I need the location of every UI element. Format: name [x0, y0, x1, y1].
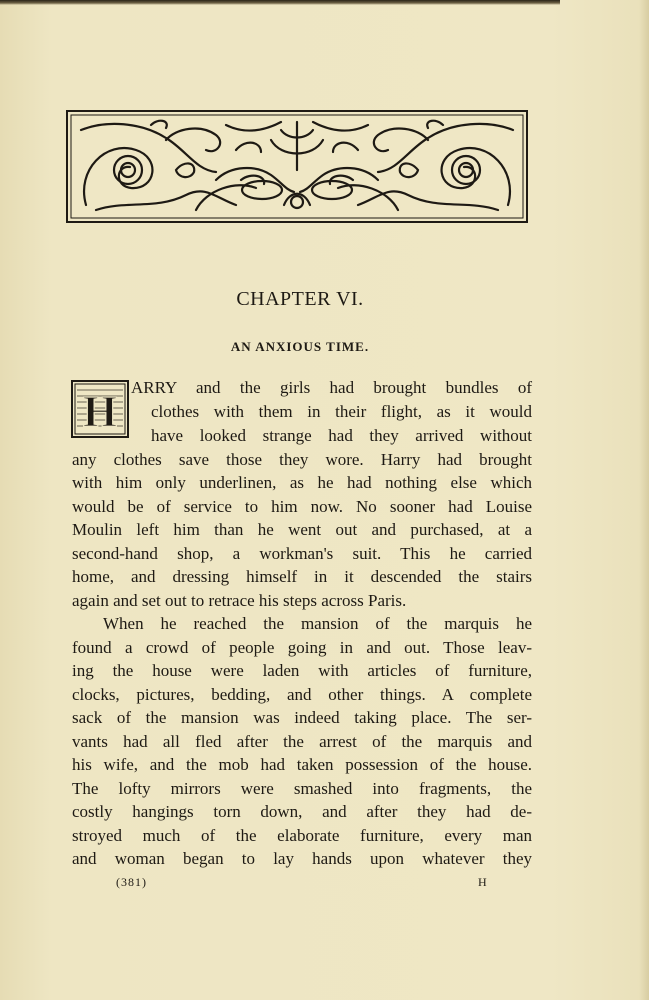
text-line: clocks, pictures, bedding, and other things. A complete [72, 685, 532, 704]
text-line: have looked strange had they arrived without [151, 426, 532, 445]
text-line: clothes with them in their flight, as it would [151, 402, 532, 421]
page-number: (381) [116, 875, 147, 889]
page-top-edge [0, 0, 560, 5]
drop-cap-letter: H [82, 387, 118, 436]
text-line: The lofty mirrors were smashed into fragments, the [72, 779, 532, 798]
ornamental-headpiece-icon [66, 110, 528, 223]
text-line: his wife, and the mob had taken possession of the house. [72, 755, 532, 774]
text-line: home, and dressing himself in it descended the stairs [72, 567, 532, 586]
text-line: any clothes save those they wore. Harry had brought [72, 450, 532, 469]
text-line: stroyed much of the elaborate furniture, every man [72, 826, 532, 845]
text-line: again and set out to retrace his steps across Paris. [72, 591, 407, 610]
decorated-initial-icon [71, 380, 129, 438]
text-line: ARRY and the girls had brought bundles of [131, 378, 532, 397]
page-right-edge [639, 0, 649, 1000]
text-line: vants had all fled after the arrest of the marquis and [72, 732, 532, 751]
text-line: found a crowd of people going in and out. Those leav- [72, 638, 532, 657]
text-line: would be of service to him now. No sooner had Louise [72, 497, 532, 516]
text-line: When he reached the mansion of the marquis he [103, 614, 532, 633]
text-line: costly hangings torn down, and after they had de- [72, 802, 532, 821]
text-line: with him only underlinen, as he had nothing else which [72, 473, 532, 492]
text-line: and woman began to lay hands upon whatever they [72, 849, 532, 868]
text-line: second-hand shop, a workman's suit. This he carried [72, 544, 532, 563]
text-line: ing the house were laden with articles of furniture, [72, 661, 532, 680]
chapter-title: CHAPTER VI. [236, 288, 364, 310]
signature-mark: H [478, 875, 488, 889]
text-line: Moulin left him than he went out and purchased, at a [72, 520, 532, 539]
text-line: sack of the mansion was indeed taking place. The ser- [72, 708, 532, 727]
chapter-subtitle: AN ANXIOUS TIME. [230, 339, 370, 354]
